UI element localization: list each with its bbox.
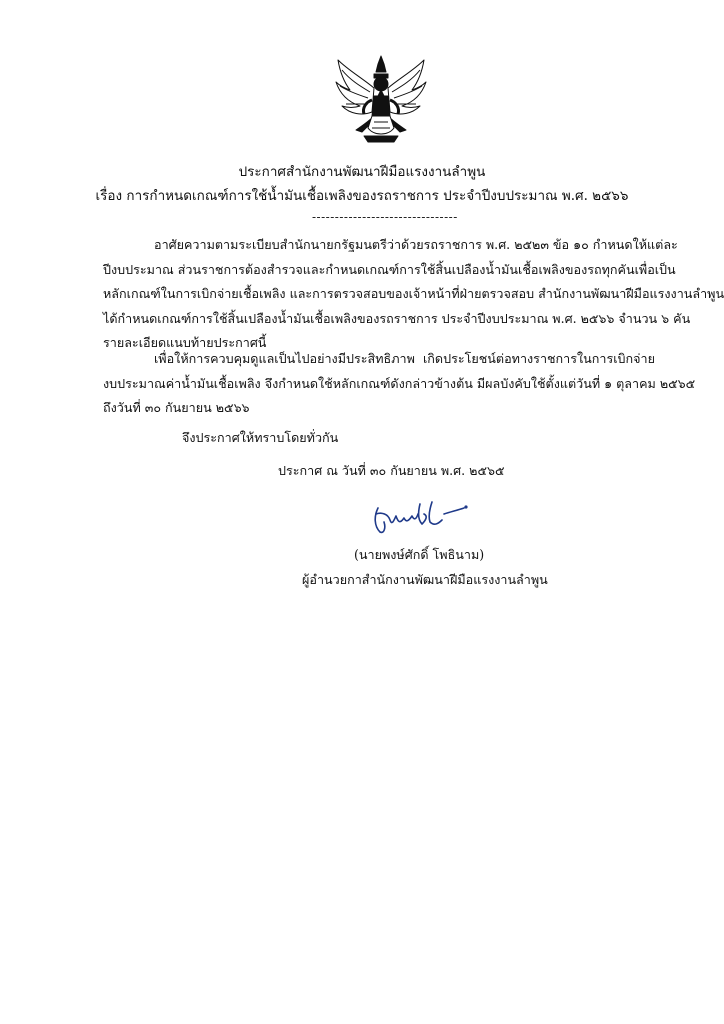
announcement-date: ประกาศ ณ วันที่ ๓๐ กันยายน พ.ศ. ๒๕๖๕ bbox=[278, 463, 505, 478]
garuda-emblem-icon bbox=[334, 52, 428, 148]
paragraph-line: รายละเอียดแนบท้ายประกาศนี้ bbox=[103, 335, 267, 350]
paragraph-line: ปีงบประมาณ ส่วนราชการต้องสำรวจและกำหนดเกณฑ์การใช้สิ้นเปลืองน้ำมันเชื้อเพลิงของรถทุกคันเพื่อเป็น bbox=[103, 261, 676, 277]
paragraph-line: หลักเกณฑ์ในการเบิกจ่ายเชื้อเพลิง และการตรวจสอบของเจ้าหน้าที่ฝ่ายตรวจสอบ สำนักงานพัฒนาฝีมือแรงงานลำพูน bbox=[103, 286, 724, 301]
paragraph-line: งบประมาณค่าน้ำมันเชื้อเพลิง จึงกำหนดใช้หลักเกณฑ์ดังกล่าวข้างต้น มีผลบังคับใช้ตั้งแต่วันที่ ๑ ตุลาคม ๒๕๖๕ bbox=[103, 375, 696, 391]
announcement-subject: เรื่อง การกำหนดเกณฑ์การใช้น้ำมันเชื้อเพลิงของรถราชการ ประจำปีงบประมาณ พ.ศ. ๒๕๖๖ bbox=[95, 188, 629, 204]
closing-statement: จึงประกาศให้ทราบโดยทั่วกัน bbox=[182, 430, 339, 445]
paragraph-line: เพื่อให้การควบคุมดูแลเป็นไปอย่างมีประสิทธิภาพ เกิดประโยชน์ต่อทางราชการในการเบิกจ่าย bbox=[154, 351, 655, 366]
paragraph-line: ถึงวันที่ ๓๐ กันยายน ๒๕๖๖ bbox=[103, 400, 250, 415]
announcement-issuer: ประกาศสำนักงานพัฒนาฝีมือแรงงานลำพูน bbox=[238, 164, 486, 180]
body-paragraph-1 bbox=[103, 233, 724, 356]
paragraph-line: ได้กำหนดเกณฑ์การใช้สิ้นเปลืองน้ำมันเชื้อเพลิงของรถราชการ ประจำปีงบประมาณ พ.ศ. ๒๕๖๖ จำนวน ๖ คัน bbox=[103, 310, 691, 326]
title-divider: -------------------------------- bbox=[312, 210, 458, 224]
handwritten-signature bbox=[368, 498, 470, 538]
body-paragraph-2 bbox=[103, 347, 696, 421]
signer-name: (นายพงษ์ศักดิ์ โพธินาม) bbox=[354, 547, 485, 562]
signer-position: ผู้อำนวยกาสำนักงานพัฒนาฝีมือแรงงานลำพูน bbox=[302, 572, 548, 587]
paragraph-line: อาศัยความตามระเบียบสำนักนายกรัฐมนตรีว่าด้วยรถราชการ พ.ศ. ๒๕๒๓ ข้อ ๑๐ กำหนดให้แต่ละ bbox=[154, 237, 678, 252]
